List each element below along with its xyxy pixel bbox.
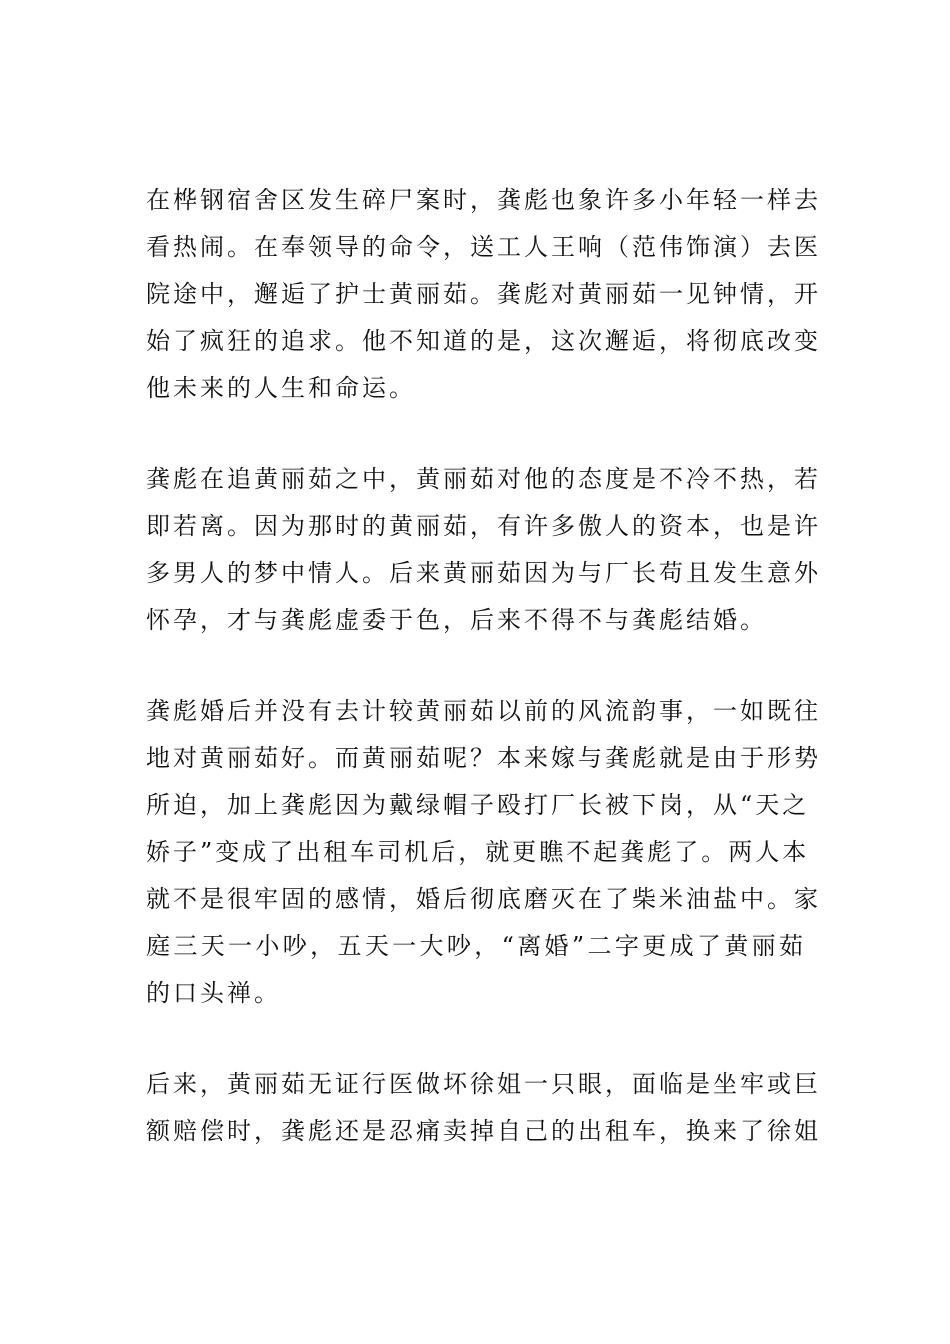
text-line: 后来，黄丽茹无证行医做坏徐姐一只眼，面临是坐牢或巨	[146, 1070, 821, 1098]
text-line: 地对黄丽茹好。而黄丽茹呢？本来嫁与龚彪就是由于形势	[146, 744, 821, 772]
text-line: 龚彪在追黄丽茹之中，黄丽茹对他的态度是不冷不热，若	[146, 465, 821, 493]
text-line: 多男人的梦中情人。后来黄丽茹因为与厂长苟且发生意外	[146, 559, 821, 587]
text-line: 看热闹。在奉领导的命令，送工人王响（范伟饰演）去医	[146, 233, 821, 261]
text-line: 即若离。因为那时的黄丽茹，有许多傲人的资本，也是许	[146, 512, 821, 540]
text-line: 所迫，加上龚彪因为戴绿帽子殴打厂长被下岗，从“天之	[146, 791, 810, 819]
text-line: 怀孕，才与龚彪虚委于色，后来不得不与龚彪结婚。	[146, 606, 767, 634]
text-line: 庭三天一小吵，五天一大吵，“离婚”二字更成了黄丽茹	[146, 932, 806, 960]
paragraph-3	[146, 693, 821, 1011]
text-line: 额赔偿时，龚彪还是忍痛卖掉自己的出租车，换来了徐姐	[146, 1117, 821, 1145]
paragraph-2	[146, 461, 821, 638]
text-line: 龚彪婚后并没有去计较黄丽茹以前的风流韵事，一如既往	[146, 697, 821, 725]
text-line: 娇子”变成了出租车司机后，就更瞧不起龚彪了。两人本	[146, 838, 810, 866]
text-line: 的口头禅。	[146, 979, 281, 1007]
document-page	[146, 182, 821, 1204]
text-line: 就不是很牢固的感情，婚后彻底磨灭在了柴米油盐中。家	[146, 885, 821, 913]
text-line: 院途中，邂逅了护士黄丽茹。龚彪对黄丽茹一见钟情，开	[146, 280, 821, 308]
paragraph-1	[146, 182, 821, 406]
paragraph-4	[146, 1066, 821, 1149]
text-line: 他未来的人生和命运。	[146, 374, 416, 402]
text-line: 在桦钢宿舍区发生碎尸案时，龚彪也象许多小年轻一样去	[146, 186, 821, 214]
text-line: 始了疯狂的追求。他不知道的是，这次邂逅，将彻底改变	[146, 327, 821, 355]
